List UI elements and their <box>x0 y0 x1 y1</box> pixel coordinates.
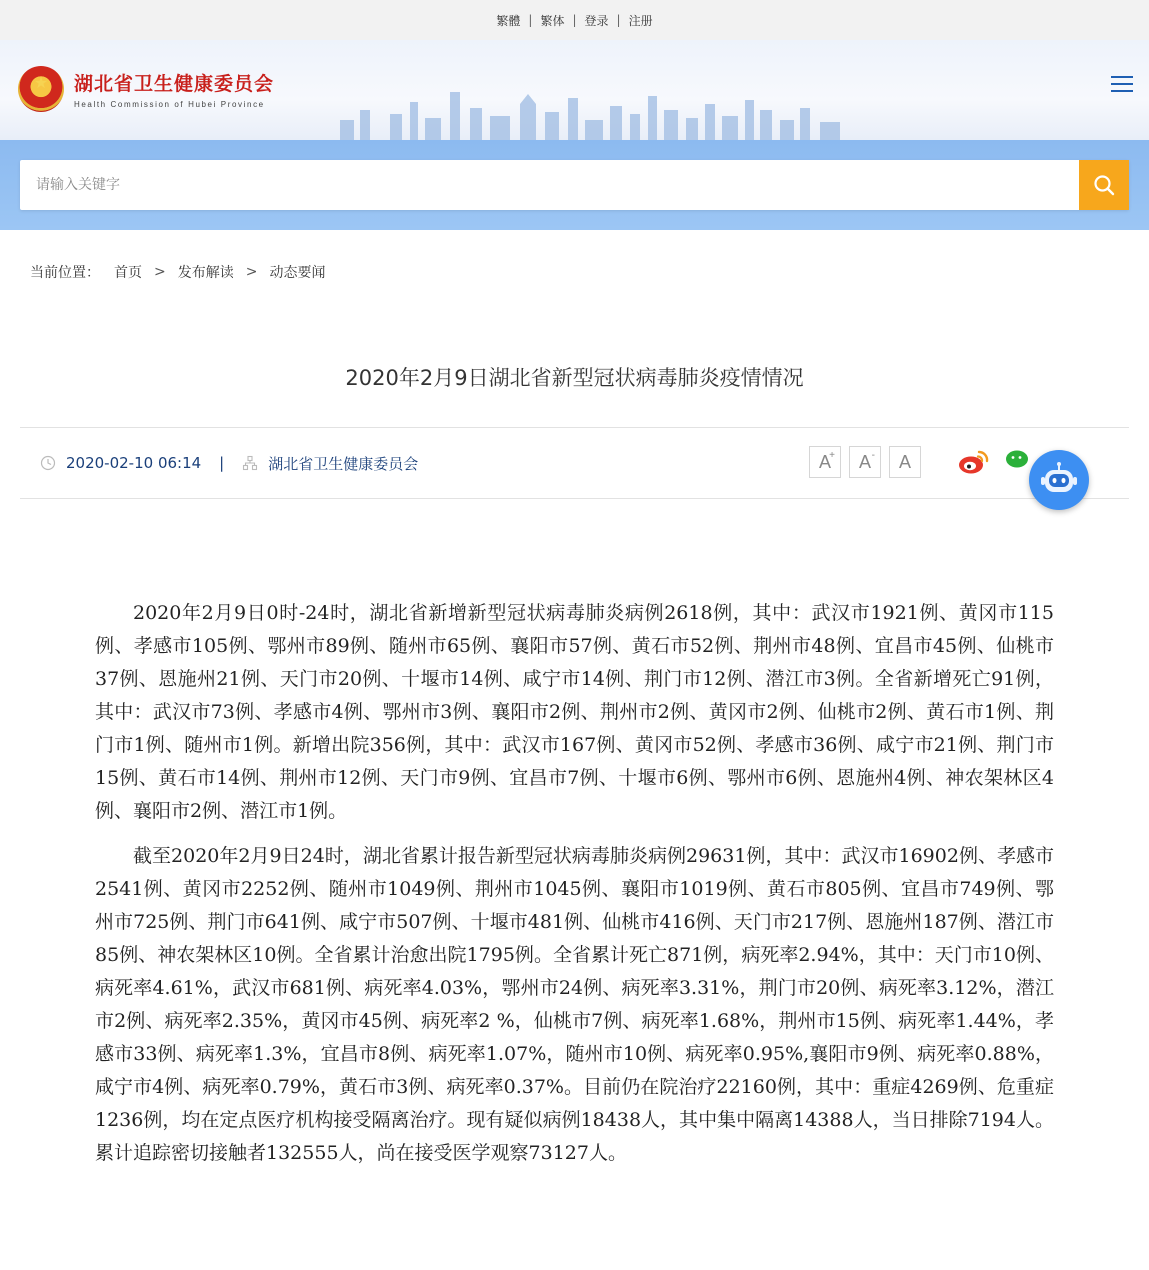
menu-icon[interactable] <box>1111 76 1133 94</box>
top-utility-bar <box>0 0 1149 40</box>
article-title: 2020年2月9日湖北省新型冠状病毒肺炎疫情情况 <box>345 366 804 390</box>
article-body <box>0 597 1149 1170</box>
article-source-text: 湖北省卫生健康委员会 <box>268 454 419 473</box>
login-link[interactable]: 登录 <box>584 13 609 28</box>
simplified-chinese-link[interactable]: 繁体 <box>540 13 565 28</box>
traditional-chinese-link[interactable]: 繁體 <box>496 13 521 28</box>
breadcrumb-news[interactable]: 动态要闻 <box>269 265 326 281</box>
breadcrumb <box>0 230 1149 314</box>
org-tree-icon <box>242 455 258 471</box>
divider: | <box>572 13 577 27</box>
meta-divider: | <box>219 454 225 472</box>
publish-date <box>40 454 201 472</box>
search-icon <box>1093 174 1115 196</box>
breadcrumb-separator: > <box>154 264 166 280</box>
publish-date-text: 2020-02-10 06:14 <box>66 454 202 472</box>
breadcrumb-separator: > <box>245 264 258 280</box>
search-band <box>0 140 1149 230</box>
font-default-button[interactable]: A <box>889 446 921 478</box>
article-paragraph: 截至2020年2月9日24时，湖北省累计报告新型冠状病毒肺炎病例29631例，其中：武汉市16902例、孝感市2541例、黄冈市2252例、随州市1049例、荆州市1045例、襄阳市1019例、黄石市805例、宜昌市749例、鄂州市725例、荆门市641例、咸宁市507例、十堰市481例、仙桃市416例、天门市217例、恩施州187例、潜江市85例、神农架林区10例。全省累计治愈出院1795例。全省累计死亡871例，病死率2.94%，其中：天门市10例、病死率4.61%，武汉市681例、病死率4.03%，鄂州市24例、病死率3.31%，荆门市20例、病死率3.12%，潜江市2例、病死率2.35%，黄冈市45例、病死率2 %，仙桃市7例、病死率1.68%，荆州市15例、病死率1.44%，孝感市33例、病死率1.3%，宜昌市8例、病死率1.07%，随州市10例、病死率0.95%,襄阳市9例、病死率0.88%，咸宁市4例、病死率0.79%，黄石市3例、病死率0.37%。目前仍在院治疗22160例，其中：重症4269例、危重症1236例，均在定点医疗机构接受隔离治疗。现有疑似病例18438人，其中集中隔离14388人，当日排除7194人。累计追踪密切接触者132555人，尚在接受医学观察73127人。 <box>95 845 1054 1164</box>
breadcrumb-home[interactable]: 首页 <box>114 265 142 281</box>
clock-icon <box>40 455 56 471</box>
robot-icon[interactable] <box>1029 450 1089 510</box>
site-logo[interactable] <box>18 66 274 112</box>
org-name-cn: 湖北省卫生健康委员会 <box>74 73 275 95</box>
search-input[interactable] <box>20 160 1079 210</box>
city-skyline-icon <box>330 80 850 140</box>
org-name-en: Health Commission of Hubei Province <box>74 100 265 109</box>
breadcrumb-lead: 当前位置： <box>30 265 100 281</box>
search-box <box>20 160 1129 210</box>
font-smaller-button[interactable]: A - <box>849 446 881 478</box>
article-meta <box>20 427 1129 499</box>
weibo-icon[interactable] <box>957 448 991 476</box>
divider: | <box>528 13 533 27</box>
site-header <box>0 40 1149 140</box>
search-button[interactable] <box>1079 160 1129 210</box>
national-emblem-icon <box>18 66 64 112</box>
logo-text <box>74 69 274 109</box>
article-source <box>242 453 418 474</box>
register-link[interactable]: 注册 <box>628 13 653 28</box>
breadcrumb-release[interactable]: 发布解读 <box>177 265 234 281</box>
font-larger-button[interactable]: A + <box>809 446 841 478</box>
divider: | <box>616 13 621 27</box>
robot-face-icon <box>1039 460 1079 500</box>
article-paragraph: 2020年2月9日0时-24时，湖北省新增新型冠状病毒肺炎病例2618例，其中：武汉市1921例、黄冈市115例、孝感市105例、鄂州市89例、随州市65例、襄阳市57例、黄石市52例、荆州市48例、宜昌市45例、仙桃市37例、恩施州21例、天门市20例、十堰市14例、咸宁市14例、荆门市12例、潜江市3例。全省新增死亡91例，其中：武汉市73例、孝感市4例、鄂州市3例、襄阳市2例、荆州市2例、黄冈市2例、仙桃市2例、黄石市1例、荆门市1例、随州市1例。新增出院356例，其中：武汉市167例、黄冈市52例、孝感市36例、咸宁市21例、荆门市15例、黄石市14例、荆州市12例、天门市9例、宜昌市7例、十堰市6例、鄂州市6例、恩施州4例、神农架林区4例、襄阳市2例、潜江市1例。 <box>95 602 1054 822</box>
